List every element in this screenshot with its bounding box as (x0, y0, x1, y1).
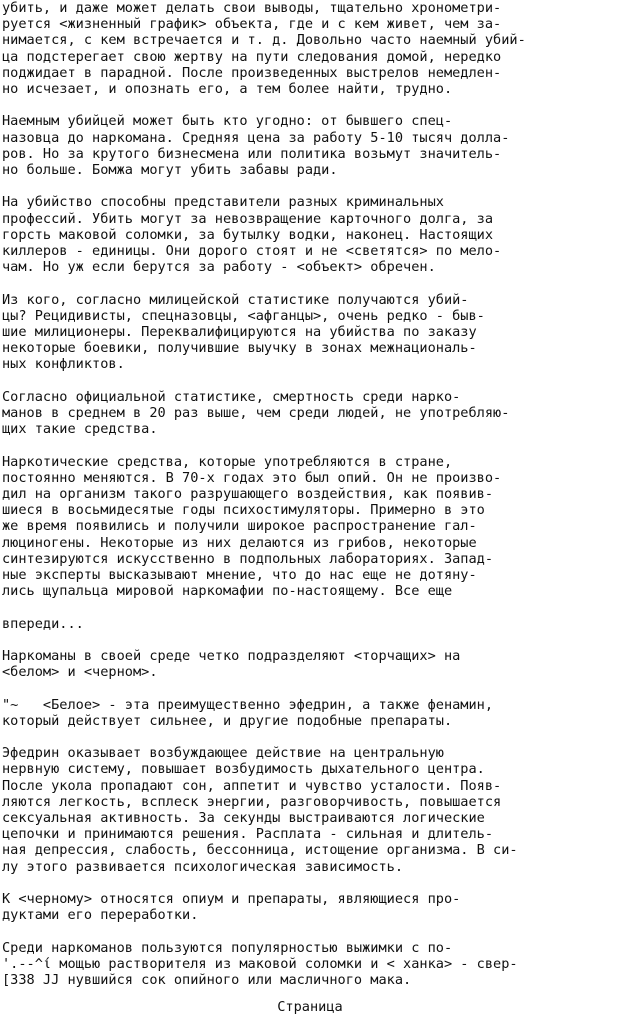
text-line: киллеров - единицы. Они дорого стоят и не <светятся> по мело- (2, 243, 502, 260)
text-line: К <черному> относятся опиум и препараты, являющиеся про- (2, 891, 461, 908)
text-line: некоторые боевики, получившие выучку в зонах межнациональ- (2, 340, 477, 357)
paragraph-12 (2, 940, 620, 989)
text-line: ных конфликтов. (2, 356, 125, 373)
text-line: После укола пропадают сон, аппетит и чувство усталости. Появ- (2, 777, 502, 794)
text-line: постоянно меняются. В 70-х годах это был опий. Он не произво- (2, 469, 502, 486)
text-line: ляются легкость, всплеск энергии, разговорчивость, повышается (2, 793, 502, 810)
text-line: лись щупальца мировой наркомафии по-настоящему. Все еще (2, 583, 453, 600)
text-line: нимается, с кем встречается и т. д. Довольно часто наемный убий- (2, 32, 526, 49)
text-line: шие милиционеры. Переквалифицируются на убийства по заказу (2, 324, 477, 341)
text-line: Наемным убийцей может быть кто угодно: от бывшего спец- (2, 113, 453, 130)
paragraph-11 (2, 891, 620, 923)
text-line: люциногены. Некоторые из них делаются из грибов, некоторые (2, 534, 477, 551)
text-line: впереди... (2, 615, 84, 632)
text-line: Наркоманы в своей среде четко подразделяют <торчащих> на (2, 648, 461, 665)
text-line: дил на организм такого разрушающего воздействия, как появив- (2, 486, 494, 503)
page-footer-label: Страница (277, 999, 343, 1015)
paragraph-6 (2, 454, 620, 600)
text-line: же время появились и получили широкое распространение гал- (2, 518, 477, 535)
paragraph-4 (2, 292, 620, 373)
text-line: назовца до наркомана. Средняя цена за работу 5-10 тысяч долла- (2, 129, 510, 146)
text-line: поджидает в парадной. После произведенных выстрелов немедлен- (2, 64, 502, 81)
text-line: "~ <Белое> - эта преимущественно эфедрин, а также фенамин, (2, 696, 494, 713)
text-line: '.--^ί мощью растворителя из маковой соломки и < ханка> - свер- (2, 955, 518, 972)
paragraph-8 (2, 648, 620, 680)
text-line: ная депрессия, слабость, бессонница, истощение организма. В си- (2, 842, 518, 859)
text-line: щих такие средства. (2, 421, 158, 438)
text-line: руется <жизненный график> объекта, где и с кем живет, чем за- (2, 16, 502, 33)
text-line: но исчезает, и опознать его, а тем более найти, трудно. (2, 81, 453, 98)
text-line: чам. Но уж если берутся за работу - <объект> обречен. (2, 259, 436, 276)
text-line: который действует сильнее, и другие подобные препараты. (2, 712, 453, 729)
text-line: Эфедрин оказывает возбуждающее действие на центральную (2, 745, 444, 762)
paragraph-5 (2, 389, 620, 438)
text-line: но больше. Бомжа могут убить забавы ради. (2, 162, 338, 179)
paragraph-2 (2, 113, 620, 178)
text-line: Среди наркоманов пользуются популярностью выжимки с по- (2, 939, 453, 956)
text-line: На убийство способны представители разных криминальных (2, 194, 444, 211)
text-line: лу этого развивается психологическая зависимость. (2, 858, 404, 875)
text-line: дуктами его переработки. (2, 907, 199, 924)
text-line: <белом> и <черном>. (2, 664, 158, 681)
text-line: шиеся в восьмидесятые годы психостимуляторы. Примерно в это (2, 502, 485, 519)
text-line: профессий. Убить могут за невозвращение карточного долга, за (2, 210, 494, 227)
text-line: Согласно официальной статистике, смертность среди нарко- (2, 388, 461, 405)
text-line: цы? Рецидивисты, спецназовцы, <афганцы>, очень редко - быв- (2, 307, 485, 324)
text-line: манов в среднем в 20 раз выше, чем среди людей, не употребляю- (2, 405, 510, 422)
text-line: ров. Но за крутого бизнесмена или политика возьмут значитель- (2, 145, 502, 162)
paragraph-10 (2, 745, 620, 875)
text-line: Наркотические средства, которые употребляются в стране, (2, 453, 453, 470)
text-line: Из кого, согласно милицейской статистике получаются убий- (2, 291, 469, 308)
text-line: сексуальная активность. За секунды выстраиваются логические (2, 810, 485, 827)
text-line: синтезируются искусственно в подпольных лабораториях. Запад- (2, 550, 494, 567)
text-line: ца подстерегает свою жертву на пути следования домой, нередко (2, 48, 502, 65)
text-line: цепочки и принимаются решения. Расплата - сильная и длитель- (2, 826, 494, 843)
text-line: нервную систему, повышает возбудимость дыхательного центра. (2, 761, 485, 778)
text-line: горсть маковой соломки, за бутылку водки, наконец. Настоящих (2, 226, 494, 243)
text-line: [338 JJ нувшийся сок опийного или масличного мака. (2, 972, 412, 989)
paragraph-9 (2, 697, 620, 729)
paragraph-3 (2, 194, 620, 275)
text-line: убить, и даже может делать свои выводы, тщательно хронометри- (2, 0, 502, 16)
text-line: ные эксперты высказывают мнение, что до нас еще не дотяну- (2, 567, 477, 584)
paragraph-1 (2, 0, 620, 97)
paragraph-7 (2, 616, 620, 632)
